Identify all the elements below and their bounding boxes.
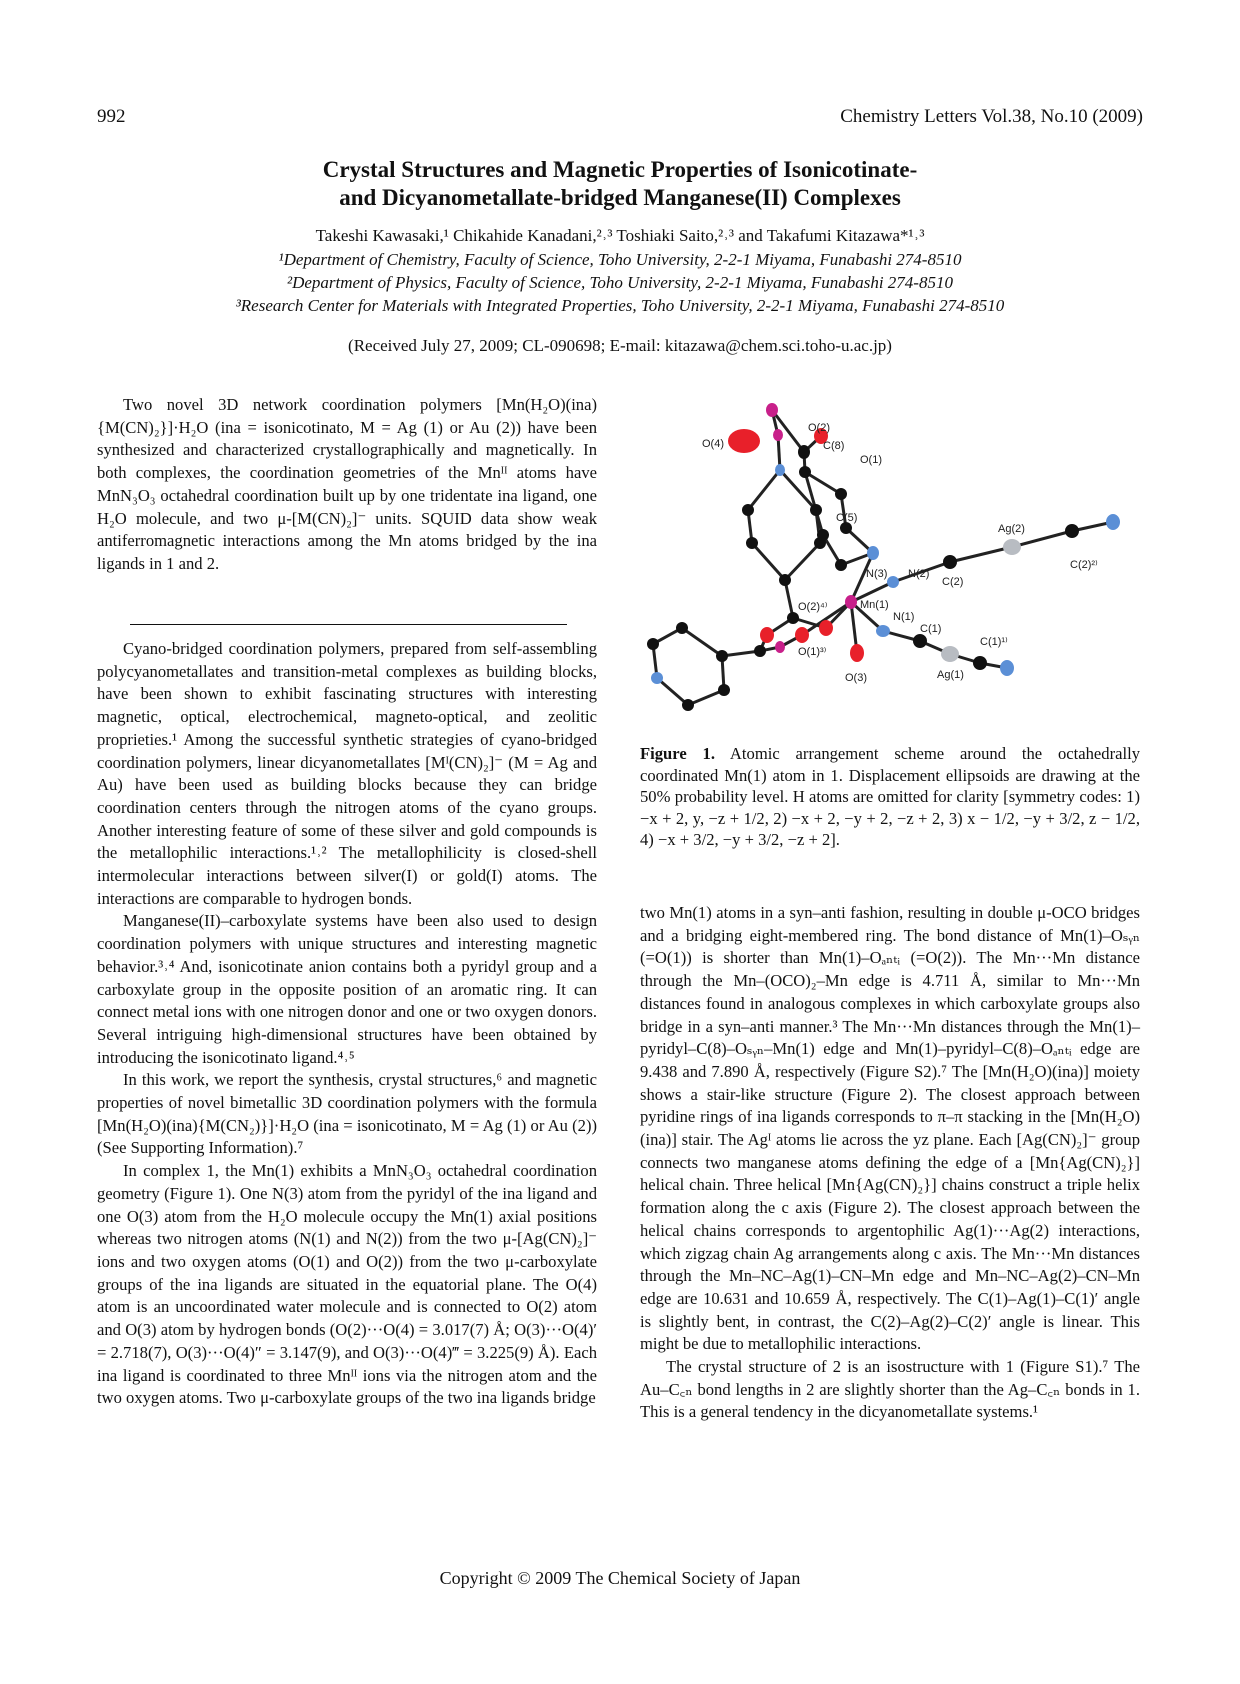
paragraph-5: two Mn(1) atoms in a syn–anti fashion, resulting in double μ-OCO bridges and a bridging eight-membered ring. The bond distance of Mn(1)–Oₛᵧₙ (=O(1)) is shorter than Mn(1)–Oₐₙₜᵢ (=O(2)). The Mn···Mn distance through the Mn–(OCO)₂–Mn edge is 4.711 Å, similar to Mn···Mn distances found in analogous complexes in which carboxylate groups also bridge in a syn–anti manner.³ The Mn···Mn distances through the Mn(1)–pyridyl–C(8)–Oₛᵧₙ–Mn(1) edge and Mn(1)–pyridyl–C(8)–Oₐₙₜᵢ edge are 9.438 and 7.890 Å, respectively (Figure S2).⁷ The [Mn(H₂O)(ina)] moiety shows a stair-like structure (Figure 2). The closest approach between pyridine rings of ina ligands corresponds to π–π stacking in the [Mn(H₂O)(ina)] stair. The Agᴵ atoms lie across the yz plane. Each [Ag(CN)₂]⁻ group connects two manganese atoms defining the edge of a [Mn{Ag(CN)₂}] helical chain. Three helical [Mn{Ag(CN)₂}] chains construct a triple helix formation along the c axis (Figure 2). The closest approach between the helical chains corresponds to argentophilic Ag(1)···Ag(2) interactions, which zigzag chain Ag arrangements along c axis. The Mn···Mn distances through the Mn–NC–Ag(1)–CN–Mn edge and Mn–NC–Ag(2)–CN–Mn edge are 10.631 and 10.659 Å, respectively. The C(1)–Ag(1)–C(1)′ angle is slightly bent, in contrast, the C(2)–Ag(2)–C(2)′ angle is linear. This might be due to metallophilic interactions. [640,903,1140,1354]
figure-caption [640,743,1140,851]
carbon-atom [1065,524,1079,538]
nitrogen-atom [867,546,879,560]
metal-atom [775,641,785,653]
paragraph-4: In complex 1, the Mn(1) exhibits a MnN₃O₃ octahedral coordination geometry (Figure 1). One N(3) atom from the pyridyl of the ina ligand and one O(3) atom from the H₂O molecule occupy the Mn(1) axial positions whereas two nitrogen atoms (N(1) and N(2)) from the two μ-[Ag(CN)₂]⁻ ions and two oxygen atoms (O(1) and O(2)) from the two μ-carboxylate groups of the ina ligands are situated in the equatorial plane. The O(4) atom is an uncoordinated water molecule and is connected to O(2) atom and O(3) atom by hydrogen bonds (O(2)···O(4) = 3.017(7) Å; O(3)···O(4)′ = 2.718(7), O(3)···O(4)″ = 3.147(9), and O(3)···O(4)‴ = 3.225(9) Å). Each ina ligand is coordinated to three Mnᴵᴵ ions via the nitrogen atom and the two oxygen atoms. Two μ-carboxylate groups of the two ina ligands bridge [97,1161,597,1408]
carbon-atom [754,645,766,657]
label-n2: N(2) [908,568,930,580]
label-c1: C(1) [920,623,942,635]
title-line-1: Crystal Structures and Magnetic Properties of Isonicotinate- [322,157,918,182]
carbon-atom [817,529,829,541]
carbon-atom [742,504,754,516]
silver-atom [1003,539,1021,555]
right-body [640,902,1140,1424]
label-o3: O(3) [845,672,867,684]
affiliation-1: ¹Department of Chemistry, Faculty of Science, Toho University, 2-2-1 Miyama, Funabashi 274-8510 [278,250,962,269]
author-list: Takeshi Kawasaki,¹ Chikahide Kanadani,²˒³ Toshiaki Saito,²˒³ and Takafumi Kitazawa*¹˒³ [315,226,925,245]
carbon-atom [835,488,847,500]
carbon-atom [835,559,847,571]
carbon-atom [799,466,811,478]
caption-label: Figure 1. [640,744,715,763]
label-c8: C(8) [823,440,845,452]
water-oxygen-atom [850,644,864,662]
paragraph-2: Manganese(II)–carboxylate systems have been also used to design coordination polymers with unique structures and interesting magnetic behavior.³˒⁴ And, isonicotinate anion contains both a pyridyl group and a carboxylate group in the opposite position of an aromatic ring. It can connect metal ions with one nitrogen donor and one or two oxygen donors. Several intriguing high-dimensional structures have been obtained by introducing the isonicotinato ligand.⁴˒⁵ [97,911,597,1067]
nitrogen-atom [887,576,899,588]
oxygen-atom [766,403,778,417]
label-o1: O(1) [860,454,882,466]
carbon-atom [718,684,730,696]
metal-atom [773,429,783,441]
label-mn1: Mn(1) [860,599,889,611]
caption-text: Atomic arrangement scheme around the octahedrally coordinated Mn(1) atom in 1. Displacement ellipsoids are drawing at the 50% probability level. H atoms are omitted for clarity [symmetry codes: 1) −x + 2, y, −z + 1/2, 2) −x + 2, −y + 2, −z + 2, 3) x − 1/2, −y + 3/2, z − 1/2, 4) −x + 3/2, −y + 3/2, −z + 2]. [640,744,1140,849]
label-c2-sym: C(2)²⁾ [1070,559,1098,571]
carbon-atom [647,638,659,650]
affiliation-3: ³Research Center for Materials with Integrated Properties, Toho University, 2-2-1 Miyama, Funabashi 274-8510 [235,296,1005,315]
manganese-atom [845,595,857,609]
label-ag2: Ag(2) [998,523,1025,535]
crystal-structure-diagram [640,395,1140,735]
carbon-atom [798,445,810,459]
left-body [97,638,597,1410]
oxygen-atom [819,620,833,636]
paragraph-6: The crystal structure of 2 is an isostructure with 1 (Figure S1).⁷ The Au–C꜀ₙ bond lengths in 2 are slightly shorter than the Ag–C꜀ₙ bonds in 1. This is a general tendency in the dicyanometallate systems.¹ [640,1357,1140,1422]
label-o2-sym: O(2)⁴⁾ [798,601,828,613]
label-c5: C(5) [836,512,858,524]
carbon-atom [913,634,927,648]
abstract-text: Two novel 3D network coordination polymers [Mn(H₂O)(ina){M(CN)₂}]·H₂O (ina = isonicotinato, M = Ag (1) or Au (2)) have been synthesized and characterized crystallographically and magnetically. In both complexes, the coordination geometries of the Mnᴵᴵ atoms have MnN₃O₃ octahedral coordination built up by one tridentate ina ligand, one H₂O molecule, and two μ-[M(CN)₂]⁻ units. SQUID data show weak antiferromagnetic interactions among the Mn atoms bridged by the ina ligands in 1 and 2. [97,395,597,573]
oxygen-atom [795,627,809,643]
affiliation-2: ²Department of Physics, Faculty of Science, Toho University, 2-2-1 Miyama, Funabashi 274-8510 [287,273,953,292]
carbon-atom [787,612,799,624]
label-c2: C(2) [942,576,964,588]
water-oxygen-atom [728,429,760,453]
figure-1 [640,395,1140,735]
page-number: 992 [97,106,126,127]
label-ag1: Ag(1) [937,669,964,681]
abstract [97,394,597,576]
carbon-atom [810,504,822,516]
received-line: (Received July 27, 2009; CL-090698; E-mail: kitazawa@chem.sci.toho-u.ac.jp) [348,336,892,355]
carbon-atom [676,622,688,634]
paragraph-1: Cyano-bridged coordination polymers, prepared from self-assembling polycyanometallates and transition-metal complexes as building blocks, have been shown to exhibit fascinating structures with interesting magnetic, optical, electrochemical, magneto-optical, and zeolitic proprieties.¹ Among the successful synthetic strategies of cyano-bridged coordination polymers, linear dicyanometallates [Mᴵ(CN)₂]⁻ (M = Ag and Au) have been used as building blocks because they can bridge coordination centers through the nitrogen atoms of the cyano groups. Another interesting feature of some of these silver and gold compounds is the metallophilic interactions.¹˒² The metallophilicity is closed-shell intermolecular interactions between silver(I) or gold(I) atoms. The interactions are comparable to hydrogen bonds. [97,639,597,908]
copyright-footer: Copyright © 2009 The Chemical Society of Japan [439,1568,801,1588]
nitrogen-atom [1106,514,1120,530]
oxygen-atom [760,627,774,643]
carbon-atom [779,574,791,586]
label-n3: N(3) [866,568,888,580]
nitrogen-atom [1000,660,1014,676]
article-title [0,156,1240,212]
nitrogen-atom [876,625,890,637]
paragraph-3: In this work, we report the synthesis, crystal structures,⁶ and magnetic properties of novel bimetallic 3D coordination polymers with the formula [Mn(H₂O)(ina){M(CN₂)}]·H₂O (ina = isonicotinato, M = Ag (1) or Au (2)) (See Supporting Information).⁷ [97,1070,597,1158]
label-n1: N(1) [893,611,915,623]
carbon-atom [746,537,758,549]
nitrogen-atom [775,464,785,476]
label-o2: O(2) [808,422,830,434]
label-o4: O(4) [702,438,724,450]
carbon-atom [943,555,957,569]
label-o1-sym: O(1)³⁾ [798,646,827,658]
label-c1-sym: C(1)¹⁾ [980,636,1008,648]
title-line-2: and Dicyanometallate-bridged Manganese(II) Complexes [339,185,901,210]
carbon-atom [973,656,987,670]
nitrogen-atom [651,672,663,684]
carbon-atom [682,699,694,711]
journal-name: Chemistry Letters Vol.38, No.10 (2009) [840,106,1143,127]
silver-atom [941,646,959,662]
abstract-divider [130,624,567,625]
carbon-atom [716,650,728,662]
